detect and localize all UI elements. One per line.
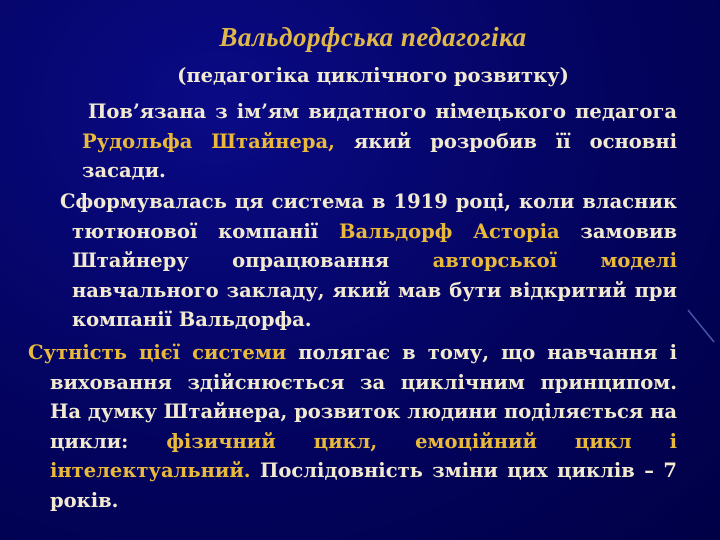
- highlight-steiner: Рудольфа Штайнера,: [82, 129, 335, 153]
- highlight-essence: Сутність цієї системи: [28, 341, 287, 364]
- highlight-author-model: авторської моделі: [432, 249, 677, 273]
- paragraph-history-text-2: замовив Штайнеру опрацювання: [72, 219, 678, 273]
- paragraph-origin-text-2: який розробив її основні засади.: [82, 129, 677, 183]
- paragraph-history: [60, 187, 678, 335]
- paragraph-essence: [28, 338, 677, 516]
- paragraph-history-text-1: Сформувалась ця система в 1919 році, коли власник тютюнової компанії: [60, 190, 677, 243]
- paragraph-history-text-3: навчального закладу, який мав бути відкритий при компанії Вальдорфа.: [72, 278, 677, 332]
- highlight-cycles: фізичний цикл, емоційний цикл і інтелектуальний.: [50, 429, 677, 483]
- slide-subtitle: (педагогіка циклічного розвитку): [177, 64, 569, 87]
- decorative-line: [680, 300, 720, 360]
- paragraph-origin-text-1: Пов’язана з ім’ям видатного німецького педагога: [88, 100, 677, 123]
- slide-title: Вальдорфська педагогіка: [219, 22, 527, 52]
- paragraph-essence-text-1: полягає в тому, що навчання і виховання здійснюється за циклічним принципом. На думку Штайнера, розвиток людини поділяється на цикли:: [50, 341, 677, 453]
- paragraph-essence-text-2: Послідовність зміни цих циклів – 7 років.: [50, 459, 677, 512]
- highlight-waldorf-astoria: Вальдорф Асторіа: [339, 219, 560, 243]
- paragraph-origin: [82, 97, 677, 186]
